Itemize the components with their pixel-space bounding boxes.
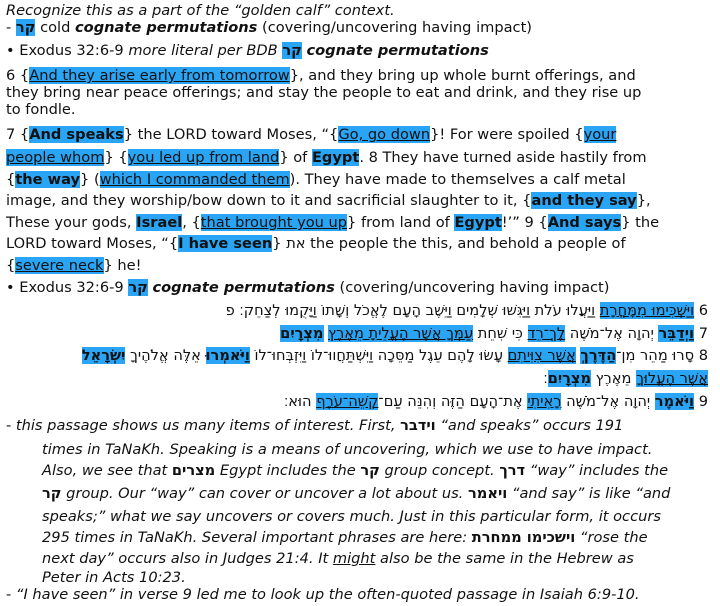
hebrew-word: קר (42, 485, 62, 502)
phrase-highlight: And they arise early from tomorrow (29, 67, 290, 84)
cognate-label: cognate permutations (75, 19, 258, 36)
root-qr-highlight: קר (15, 19, 36, 36)
note-text: Also, we see that (42, 462, 172, 479)
phrase-highlight: and they say (531, 192, 637, 209)
hebrew-text: מֵאֶרֶץ (591, 370, 637, 387)
verse-6-line-2: they bring near peace offerings; and stay the people to eat and drink, and they rise up (6, 84, 642, 101)
note-line-5: speaks;” what we say uncovers or covers much. Just in this particular form, it occurs (42, 508, 661, 525)
hebrew-highlight: קְשֵׁה־עֹרֶף (316, 393, 379, 410)
phrase-highlight: your (583, 126, 617, 143)
note-text: “I have seen” in verse 9 led me to look up the often-quoted passage in Isaiah 6:9-10. (15, 586, 640, 603)
context-intro-line: Recognize this as a part of the “golden calf” context. (6, 2, 395, 19)
hebrew-text: אֵלֶּה אֱלֹהֶיךָ (125, 347, 206, 364)
word-highlight: Egypt (311, 149, 360, 166)
hebrew-highlight: רָאִיתִי (527, 393, 562, 410)
phrase-highlight: I have seen (178, 235, 273, 252)
root-qr-highlight: קר (128, 279, 148, 296)
text: { (6, 171, 16, 188)
text: } ( (80, 171, 100, 188)
hebrew-word: דרך (499, 462, 526, 479)
hebrew-word: מצרים (171, 462, 216, 479)
hebrew-highlight: וַיֹּאמְרוּ (205, 347, 250, 364)
hebrew-text: ׃ (543, 370, 548, 387)
text: !’” 9 { (501, 214, 548, 231)
dash-bullet: - (6, 586, 16, 603)
hebrew-text: כִּי שִׁחֵת (473, 325, 528, 342)
note-text: 295 times in TaNaKh. Several important phrases are here: (42, 529, 472, 546)
word-highlight: Israel (136, 214, 183, 231)
cognate-label: cognate permutations (152, 279, 335, 296)
text: These your gods, (6, 214, 137, 231)
verse-8-line-1 (6, 171, 626, 188)
reference-text: • Exodus 32:6-9 (6, 42, 129, 59)
hebrew-highlight: מִצְרָיִם (280, 325, 324, 342)
text: { (6, 257, 16, 274)
note-text: this passage shows us many items of interest. First, (15, 417, 401, 434)
hebrew-word: וישכימו ממחרת (471, 529, 576, 546)
text: } { (104, 149, 128, 166)
source-note: more literal per BDB (128, 42, 278, 59)
hebrew-text: סָרוּ מַהֵר מִן־ (616, 347, 695, 364)
note-text: group. Our “way” can cover or uncover a lot about us. (61, 485, 468, 502)
underlined-word: might (332, 550, 376, 567)
hebrew-verse-8-line-2 (543, 370, 708, 387)
hebrew-text: הוּא׃ (284, 393, 317, 410)
dash-bullet: - (6, 19, 16, 36)
verse-8-line-2 (6, 192, 651, 209)
text: , { (182, 214, 201, 231)
text: } (272, 235, 287, 252)
gloss-text: (covering/uncovering having impact) (257, 19, 532, 36)
note-line-9 (6, 586, 640, 603)
hebrew-verse-7 (280, 325, 708, 342)
phrase-highlight: you led up from land (127, 149, 280, 166)
hebrew-highlight: אֲשֶׁר צִוִּיתִם (507, 347, 576, 364)
note-text: “and say” is like “and (507, 485, 671, 502)
hebrew-verse-8-line-1 (82, 347, 708, 364)
phrase-highlight: And says (547, 214, 622, 231)
note-text: also be the same in the Hebrew as (375, 550, 634, 567)
verse-9-line-1 (6, 235, 626, 252)
text: }! For were spoiled { (430, 126, 584, 143)
text: 7 { (6, 126, 30, 143)
dash-bullet: - (6, 417, 16, 434)
hebrew-text: וַיַּעֲלוּ עֹלֹת וַיַּגִּשׁוּ שְׁלָמִים וַיֵּשֶׁב הָעָם לֶאֱכֹל וְשָׁתוֹ וַיָּקֻמוּ לְצַחֵק׃ פ (225, 302, 600, 319)
text: the people the this, and behold a people of (305, 235, 626, 252)
verse-number: 9 (694, 393, 708, 410)
verse-9-line-2 (6, 257, 142, 274)
text: } he! (103, 257, 142, 274)
note-line-7 (42, 550, 634, 567)
verse-8-line-3 (6, 214, 659, 231)
note-line-6 (42, 529, 648, 546)
text: } of (279, 149, 312, 166)
phrase-highlight: that brought you up (200, 214, 348, 231)
hebrew-verse-6 (226, 302, 708, 319)
hebrew-highlight: וַיַּשְׁכִּימוּ מִמָּחֳרָת (599, 302, 695, 319)
exodus-heading-hebrew (6, 279, 609, 296)
note-text: “and speaks” occurs 191 (435, 417, 624, 434)
note-text: next day” occurs also in Judges 21:4. It (42, 550, 333, 567)
text: . 8 They have turned aside hastily from (359, 149, 647, 166)
hebrew-word: ויאמר (467, 485, 508, 502)
note-text: “rose the (575, 529, 648, 546)
phrase-highlight: severe neck (15, 257, 104, 274)
text: (covering/uncovering having impact) (334, 279, 610, 296)
phrase-highlight: which I commanded them (99, 171, 290, 188)
hebrew-word: וידבר (400, 417, 436, 434)
hebrew-verse-9 (284, 393, 708, 410)
note-line-4 (42, 485, 670, 502)
note-line-1 (6, 417, 623, 434)
note-text: Egypt includes the (215, 462, 361, 479)
root-qr-highlight: קר (282, 42, 302, 59)
phrase-highlight: people whom (6, 149, 105, 166)
text: ). They have made to themselves a calf metal (289, 171, 626, 188)
verse-number: 8 (694, 347, 708, 364)
hebrew-highlight: מִצְרָיִם (547, 370, 592, 387)
text: LORD toward Moses, “{ (6, 235, 179, 252)
note-text: group concept. (379, 462, 500, 479)
cold-root-line (6, 19, 532, 36)
exodus-heading-literal (6, 42, 489, 59)
hebrew-text: אֶת־הָעָם הַזֶּה וְהִנֵּה עַם־ (378, 393, 528, 410)
verse-number: 6 (694, 302, 708, 319)
note-line-3 (42, 462, 668, 479)
hebrew-word: קר (360, 462, 380, 479)
hebrew-highlight: הַדֶּרֶךְ (580, 347, 617, 364)
hebrew-text: יְהוָה אֶל־מֹשֶׁה (561, 393, 655, 410)
hebrew-highlight: וַיְדַבֵּר (658, 325, 695, 342)
word-highlight: the way (15, 171, 81, 188)
text: }, and they bring up whole burnt offerings, and (289, 67, 636, 84)
reference-text: • Exodus 32:6-9 (6, 279, 129, 296)
text: } the LORD toward Moses, “{ (123, 126, 339, 143)
note-text: “way” includes the (525, 462, 669, 479)
text: }, (636, 192, 651, 209)
text: image, and they worship/bow down to it and sacrificial slaughter to it, { (6, 192, 532, 209)
hebrew-word: את (286, 235, 306, 252)
text: } the (621, 214, 660, 231)
hebrew-highlight: לֶךְ־רֵד (527, 325, 566, 342)
hebrew-highlight: וַיֹּאמֶר (654, 393, 695, 410)
hebrew-highlight: אֲשֶׁר הֶעֱלוּךָ (636, 370, 708, 387)
phrase-highlight: Go, go down (338, 126, 431, 143)
gloss-text: cold (35, 19, 76, 36)
hebrew-text: יְהוָה אֶל־מֹשֶׁה (565, 325, 659, 342)
phrase-highlight: And speaks (29, 126, 124, 143)
text: 6 { (6, 67, 30, 84)
hebrew-text: עָשׂוּ לָהֶם עֵגֶל מַסֵּכָה וַיִּשְׁתַּחֲווּ־לוֹ וַיִּזְבְּחוּ־לוֹ (249, 347, 508, 364)
note-line-8: Peter in Acts 10:23. (42, 569, 186, 586)
hebrew-highlight: עַמְּךָ אֲשֶׁר הֶעֱלֵיתָ מֵאֶרֶץ (328, 325, 474, 342)
hebrew-highlight: יִשְׂרָאֵל (81, 347, 126, 364)
note-line-2: times in TaNaKh. Speaking is a means of uncovering, which we use to have impact. (42, 441, 653, 458)
text: } from land of (347, 214, 455, 231)
verse-7-line-1 (6, 126, 616, 143)
verse-6-line-1 (6, 67, 636, 84)
verse-7-line-2 (6, 149, 647, 166)
verse-6-line-3: to fondle. (6, 101, 76, 118)
cognate-label: cognate permutations (306, 42, 489, 59)
verse-number: 7 (694, 325, 708, 342)
word-highlight: Egypt (454, 214, 502, 231)
